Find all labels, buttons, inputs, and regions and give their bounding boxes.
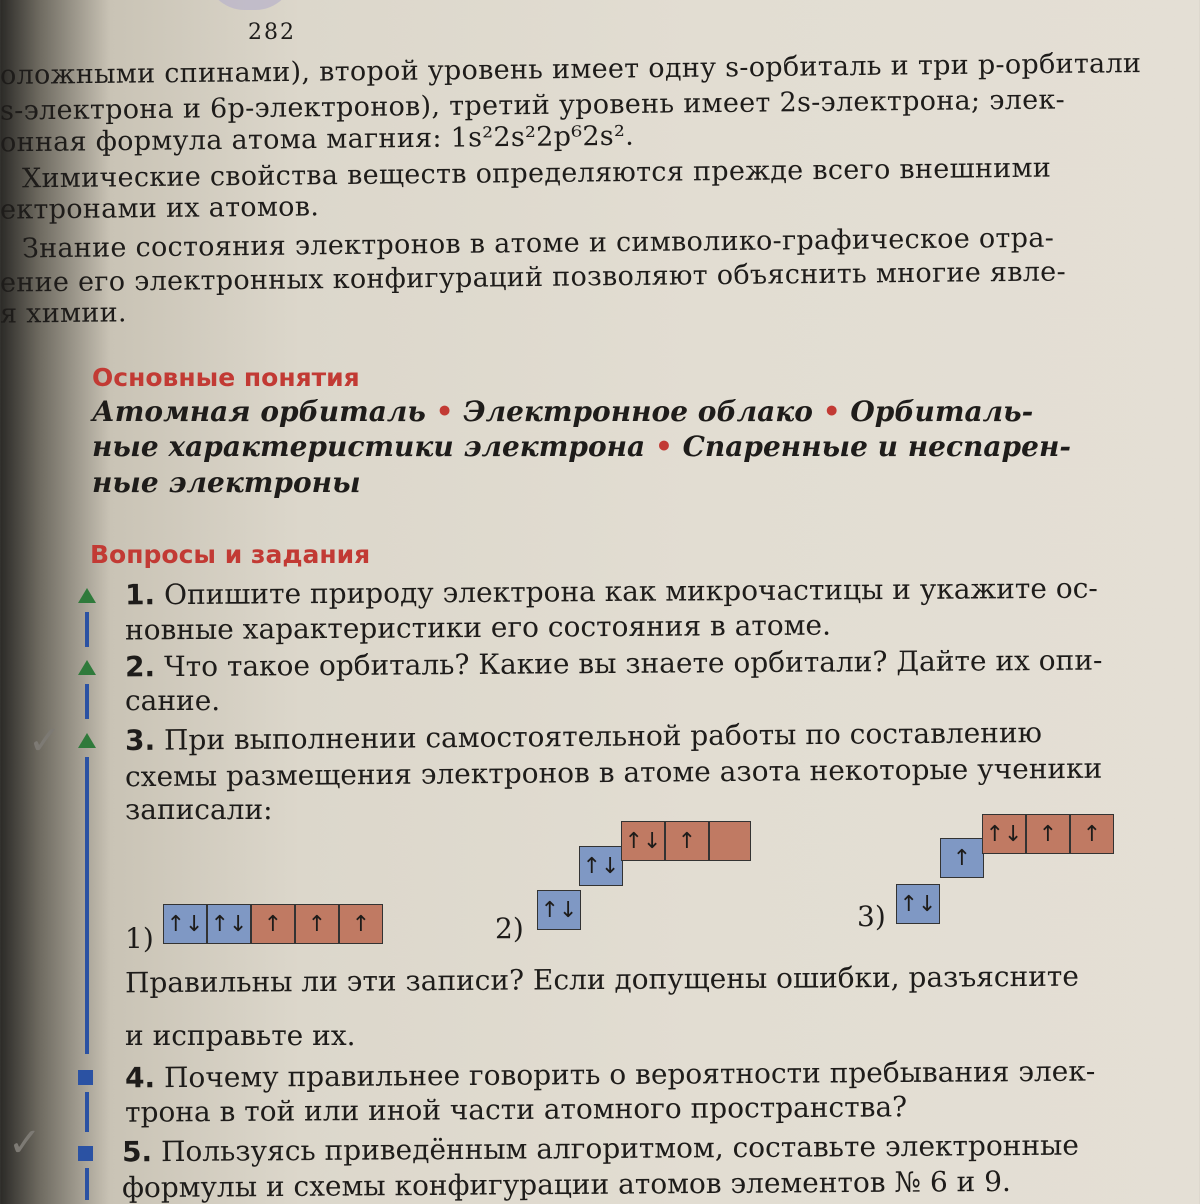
orbital-cell-2p: ↑	[295, 904, 339, 944]
triangle-marker-icon	[78, 733, 96, 748]
orbital-cell-2p: ↑↓	[982, 814, 1026, 854]
question-number: 1.	[124, 578, 156, 612]
question-text: Что такое орбиталь? Какие вы знаете орбитали? Дайте их опи-	[163, 643, 1103, 684]
question-number: 5.	[121, 1135, 153, 1169]
scheme-2-label: 2)	[495, 912, 524, 945]
text-line-3: онная формула атома магния: 1s²2s²2p⁶2s².	[0, 120, 635, 159]
question-1-line-2: новные характеристики его состояния в атоме.	[124, 608, 832, 647]
orbital-cell-2p: ↑↓	[621, 821, 665, 861]
atom-figure-fragment	[205, 0, 295, 10]
orbital-cell-2p: ↑	[339, 904, 383, 944]
orbital-cell-2p: ↑	[665, 821, 709, 861]
orbital-cell-2s: ↑↓	[207, 904, 251, 944]
question-text: При выполнении самостоятельной работы по составлению	[163, 715, 1043, 757]
concept-orbital-part: Орбиталь-	[850, 395, 1034, 428]
scheme-1-label: 1)	[125, 922, 154, 955]
concept-separator: •	[435, 395, 454, 428]
text-line-8: я химии.	[0, 297, 127, 330]
page-number: 282	[248, 20, 296, 45]
question-text: Почему правильнее говорить о вероятности пребывания элек-	[163, 1054, 1096, 1095]
marker-bar	[85, 612, 89, 647]
text-line-1: оложными спинами), второй уровень имеет одну s-орбиталь и три p-орбитали	[0, 48, 1142, 91]
concept-separator: •	[654, 430, 673, 463]
concept-electron-cloud: Электронное облако	[463, 395, 813, 428]
marker-bar	[85, 684, 89, 719]
square-marker-icon	[78, 1146, 93, 1161]
concepts-line-3: ные электроны	[92, 466, 361, 499]
question-number: 4.	[124, 1061, 156, 1095]
handwritten-mark: ✓	[28, 718, 62, 764]
question-5-line-2: формулы и схемы конфигурации атомов элементов № 6 и 9.	[121, 1164, 1011, 1204]
concept-atomic-orbital: Атомная орбиталь	[92, 395, 426, 428]
text-line-7: ение его электронных конфигураций позволяют объяснить многие явле-	[0, 256, 1067, 299]
orbital-scheme-2-1s	[537, 890, 581, 932]
orbital-cell-2p	[709, 821, 751, 861]
question-2-line-2: сание.	[125, 684, 221, 717]
question-3-followup-line-2: и исправьте их.	[125, 1019, 356, 1052]
orbital-cell-2s: ↑↓	[579, 846, 623, 886]
question-text: Пользуясь приведённым алгоритмом, составьте электронные	[160, 1128, 1080, 1169]
question-text: Опишите природу электрона как микрочастицы и укажите ос-	[163, 571, 1098, 612]
text-line-6: Знание состояния электронов в атоме и символико-графическое отра-	[21, 222, 1055, 265]
question-3-line-1	[125, 716, 1042, 757]
question-1-line-1	[125, 572, 1098, 612]
question-3-followup-line-1: Правильны ли эти записи? Если допущены ошибки, разъясните	[124, 959, 1080, 1000]
question-4-line-2: трона в той или иной части атомного пространства?	[124, 1090, 908, 1129]
orbital-scheme-3-1s	[896, 884, 940, 926]
question-4-line-1	[125, 1055, 1095, 1095]
marker-bar	[85, 1168, 89, 1200]
orbital-scheme-3-2p	[982, 814, 1114, 856]
question-number: 3.	[124, 723, 156, 758]
text-line-2: s-электрона и 6p-электронов), третий уровень имеет 2s-электрона; элек-	[0, 84, 1066, 127]
orbital-cell-2p: ↑	[1026, 814, 1070, 854]
square-marker-icon	[78, 1070, 93, 1085]
orbital-cell-2p: ↑	[251, 904, 295, 944]
question-3-line-3: записали:	[125, 793, 273, 826]
concepts-line-2	[92, 430, 1071, 463]
orbital-scheme-2-2p	[621, 821, 751, 863]
question-3-line-2: схемы размещения электронов в атоме азота некоторые ученики	[124, 751, 1103, 794]
question-2-line-1	[125, 644, 1103, 684]
marker-bar	[85, 1092, 89, 1132]
orbital-cell-1s: ↑↓	[163, 904, 207, 944]
orbital-cell-1s: ↑↓	[896, 884, 940, 924]
question-5-line-1	[122, 1129, 1079, 1169]
question-number: 2.	[124, 650, 156, 684]
concept-separator: •	[822, 395, 841, 428]
text-line-5: ектронами их атомов.	[0, 191, 320, 226]
questions-heading: Вопросы и задания	[90, 540, 371, 569]
orbital-scheme-1	[163, 904, 383, 946]
orbital-cell-2p: ↑	[1070, 814, 1114, 854]
concepts-line-1	[92, 395, 1033, 428]
concept-paired-electrons: Спаренные и неспарен-	[682, 430, 1071, 463]
triangle-marker-icon	[78, 660, 96, 675]
concepts-heading: Основные понятия	[92, 363, 360, 392]
orbital-cell-2s: ↑	[940, 838, 984, 878]
orbital-scheme-3-2s	[940, 838, 984, 880]
scheme-3-label: 3)	[857, 900, 886, 933]
orbital-cell-1s: ↑↓	[537, 890, 581, 930]
concept-orbital-characteristics: ные характеристики электрона	[92, 430, 646, 463]
marker-bar	[85, 757, 89, 1054]
text-line-4: Химические свойства веществ определяются прежде всего внешними	[21, 152, 1052, 195]
orbital-scheme-2-2s	[579, 846, 623, 888]
triangle-marker-icon	[78, 588, 96, 603]
handwritten-mark: ✓	[8, 1120, 42, 1166]
